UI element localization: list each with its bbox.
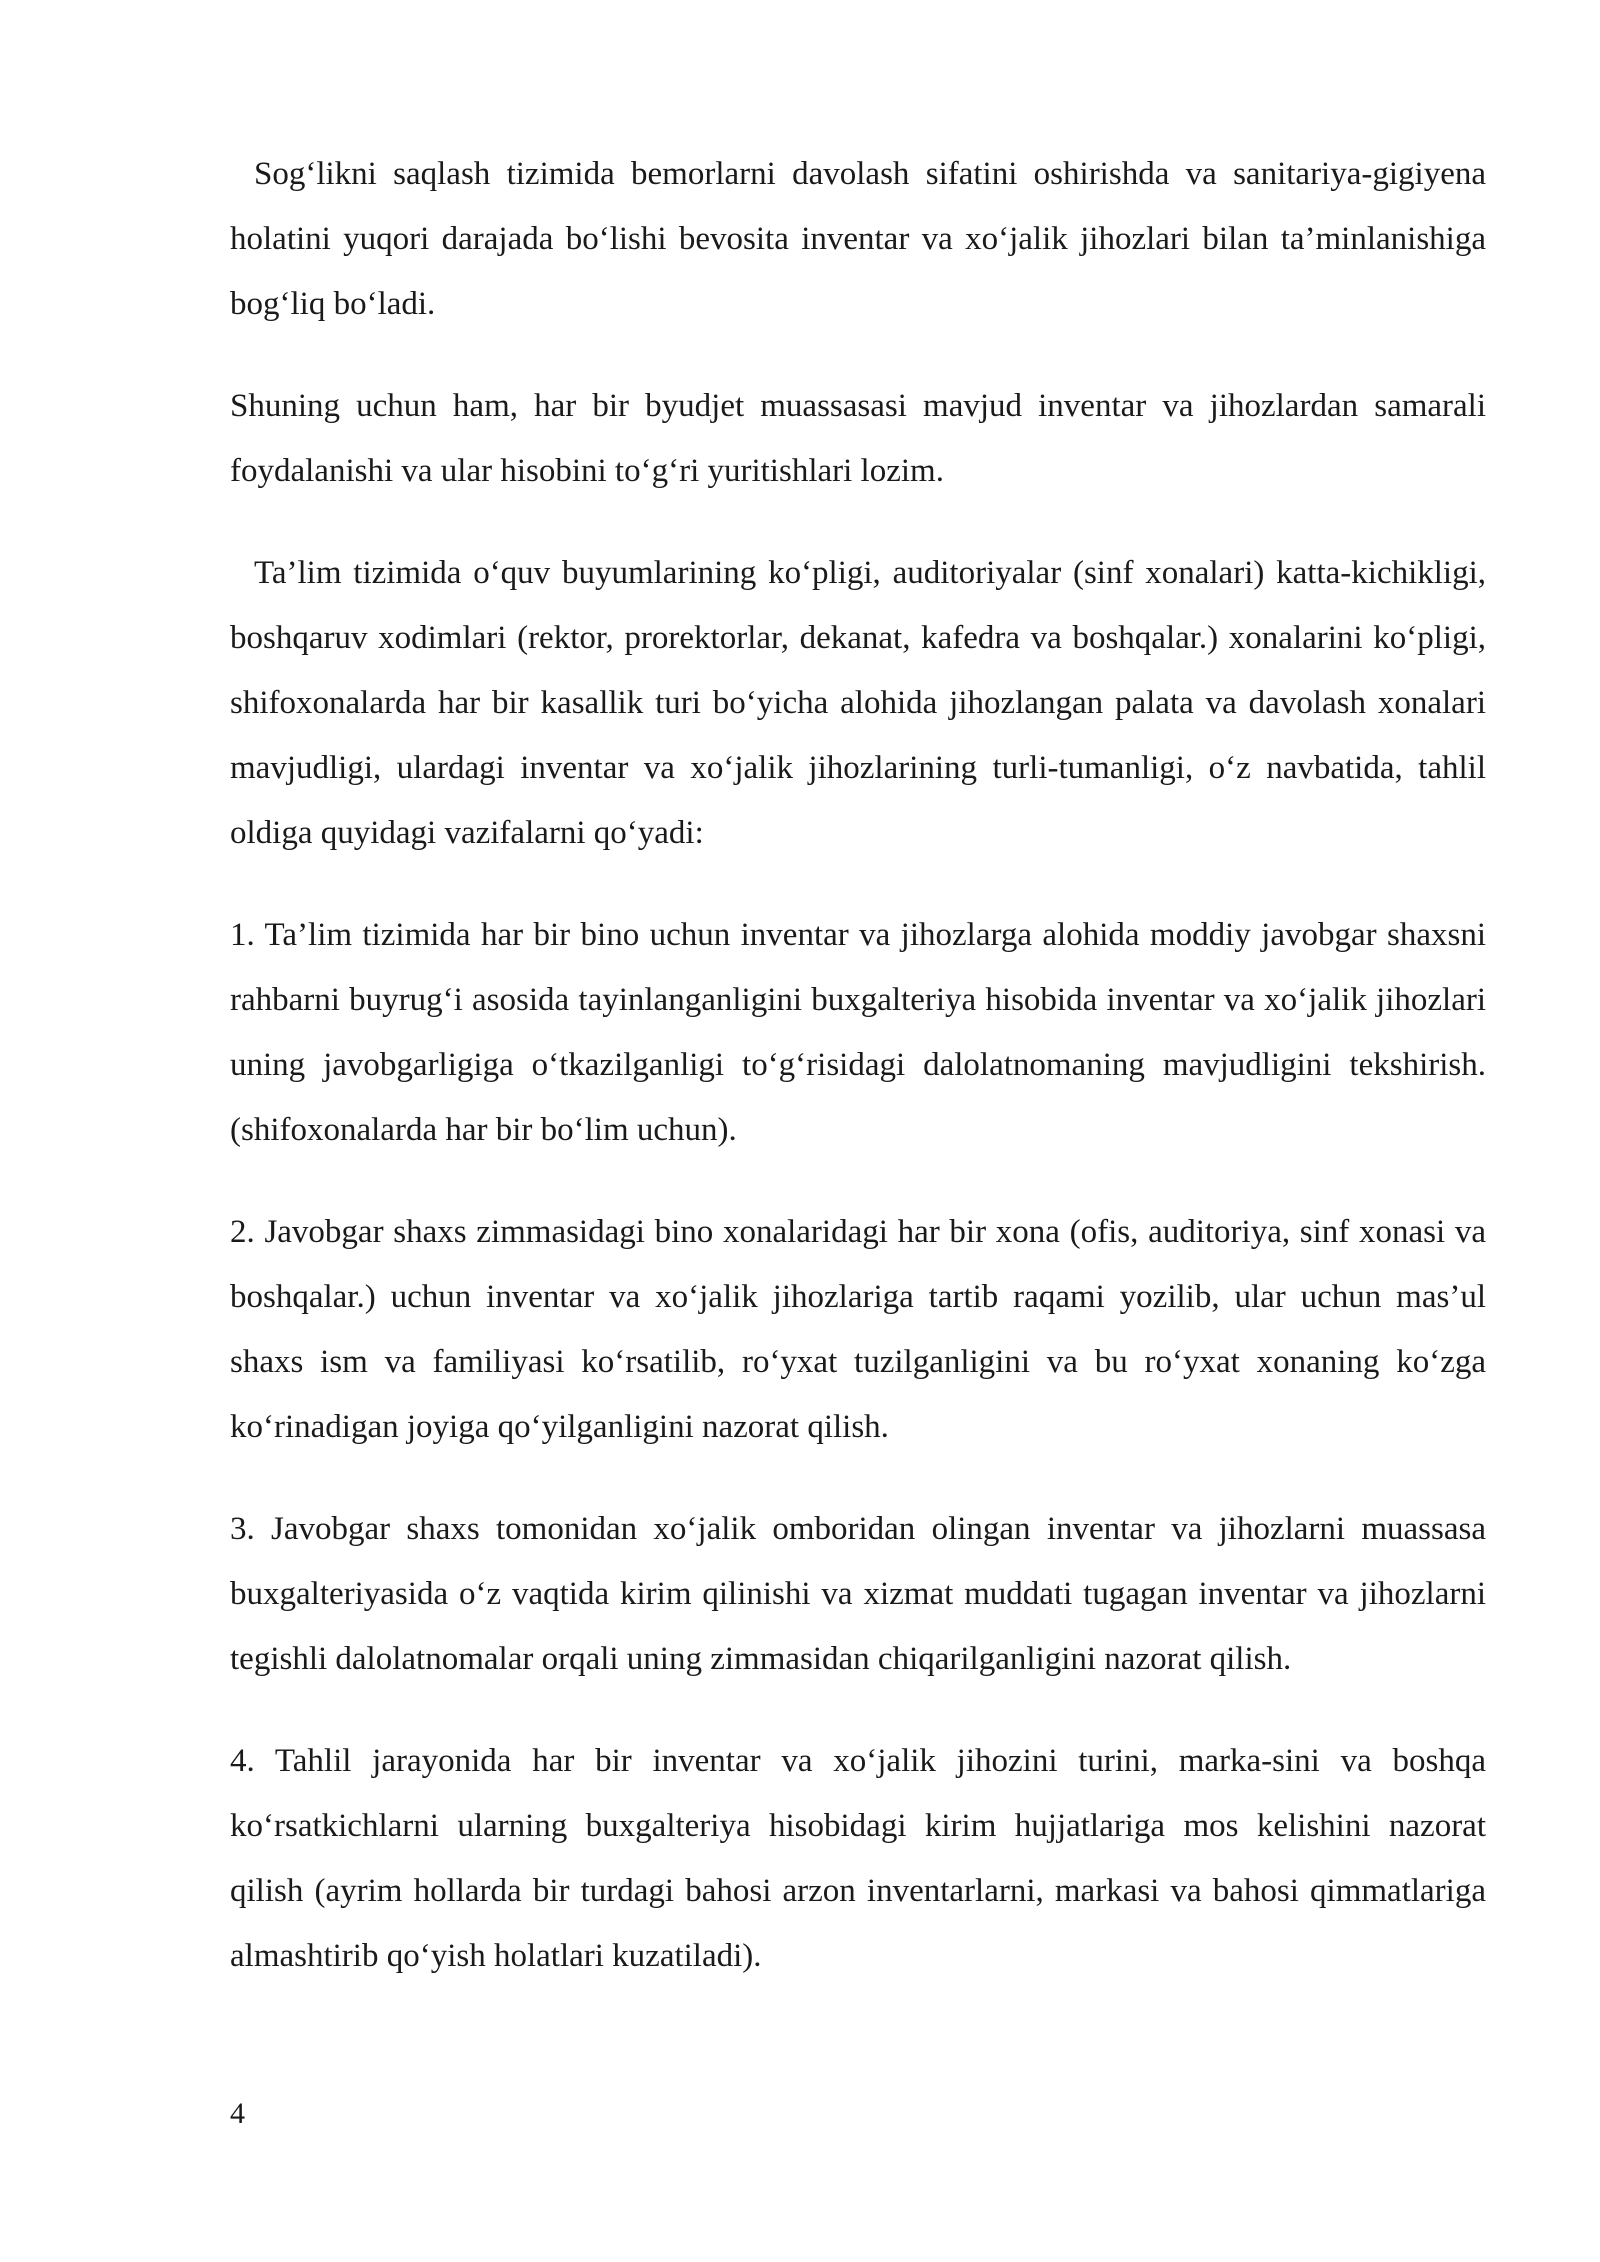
list-item-task-1: 1. Ta’lim tizimida har bir bino uchun inventar va jihozlarga alohida moddiy javobgar shaxsni rahbarni buyrug‘i asosida tayinlanganligini buxgalteriya hisobida inventar va xo‘jalik jihozlari uning javobgarligiga o‘tkazilganligi to‘g‘risidagi dalolatnomaning mavjudligini tekshirish. (shifoxonalarda har bir bo‘lim uchun). [230, 917, 1486, 1148]
paragraph-budget-institutions: Shuning uchun ham, har bir byudjet muassasasi mavjud inventar va jihozlardan samarali foydalanishi va ular hisobini to‘g‘ri yuritishlari lozim. [230, 388, 1486, 489]
paragraph-education-system: Ta’lim tizimida o‘quv buyumlarining ko‘pligi, auditoriyalar (sinf xonalari) katta-kichikligi, boshqaruv xodimlari (rektor, prorektorlar, dekanat, kafedra va boshqalar.) xonalarini ko‘pligi, shifoxonalarda har bir kasallik turi bo‘yicha alohida jihozlangan palata va davolash xonalari mavjudligi, ulardagi inventar va xo‘jalik jihozlarining turli-tumanligi, o‘z navbatida, tahlil oldiga quyidagi vazifalarni qo‘yadi: [230, 555, 1486, 851]
list-item-task-2: 2. Javobgar shaxs zimmasidagi bino xonalaridagi har bir xona (ofis, auditoriya, sinf xonasi va boshqalar.) uchun inventar va xo‘jalik jihozlariga tartib raqami yozilib, ular uchun mas’ul shaxs ism va familiyasi ko‘rsatilib, ro‘yxat tuzilganligini va bu ro‘yxat xonaning ko‘zga ko‘rinadigan joyiga qo‘yilganligini nazorat qilish. [230, 1214, 1486, 1445]
page-number: 4 [230, 2097, 245, 2130]
paragraph-intro: Sog‘likni saqlash tizimida bemorlarni davolash sifatini oshirishda va sanitariya-gigiyena holatini yuqori darajada bo‘lishi bevosita inventar va xo‘jalik jihozlari bilan ta’minlanishiga bog‘liq bo‘ladi. [230, 156, 1486, 322]
list-item-task-3: 3. Javobgar shaxs tomonidan xo‘jalik omboridan olingan inventar va jihozlarni muassasa buxgalteriyasida o‘z vaqtida kirim qilinishi va xizmat muddati tugagan inventar va jihozlarni tegishli dalolatnomalar orqali uning zimmasidan chiqarilganligini nazorat qilish. [230, 1511, 1486, 1677]
list-item-task-4: 4. Tahlil jarayonida har bir inventar va xo‘jalik jihozini turini, marka-sini va boshqa ko‘rsatkichlarni ularning buxgalteriya hisobidagi kirim hujjatlariga mos kelishini nazorat qilish (ayrim hollarda bir turdagi bahosi arzon inventarlarni, markasi va bahosi qimmatlariga almashtirib qo‘yish holatlari kuzatiladi). [230, 1743, 1486, 1974]
document-body [230, 142, 1486, 2026]
